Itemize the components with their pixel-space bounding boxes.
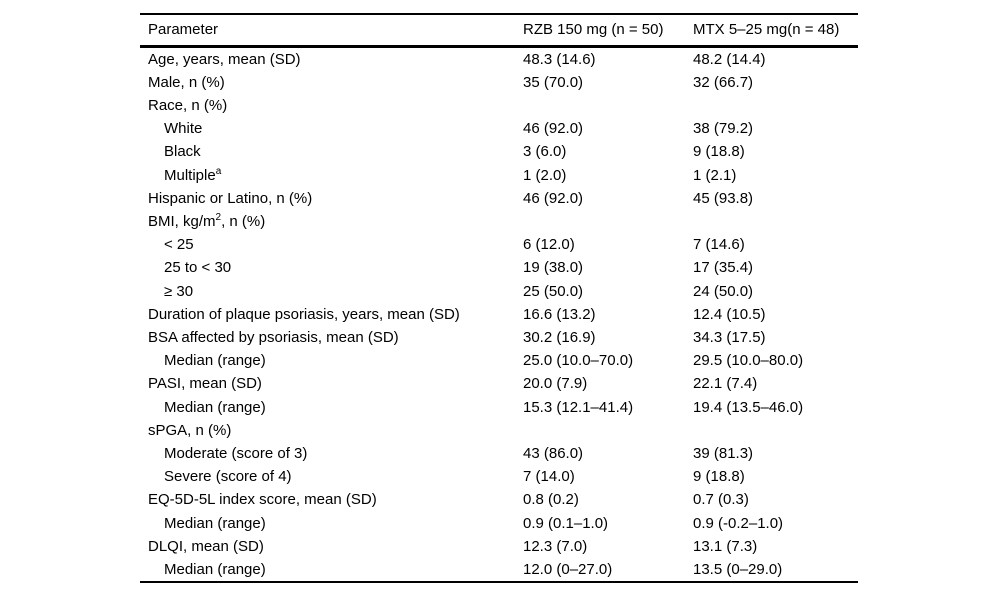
table-row	[140, 465, 858, 488]
mtx-value-cell: 9 (18.8)	[693, 468, 745, 486]
rzb-value-cell: 25.0 (10.0–70.0)	[523, 352, 634, 370]
parameter-cell: Duration of plaque psoriasis, years, mean (SD)	[148, 305, 460, 323]
mtx-value-cell: 13.5 (0–29.0)	[693, 560, 783, 578]
rzb-value-cell: 0.8 (0.2)	[523, 491, 579, 509]
parameter-cell: Median (range)	[164, 398, 266, 416]
mtx-value-cell: 32 (66.7)	[693, 73, 754, 91]
rzb-value-cell: 3 (6.0)	[523, 143, 567, 161]
table-row	[140, 46, 858, 71]
mtx-value-cell: 19.4 (13.5–46.0)	[693, 398, 804, 416]
mtx-value-cell: 38 (79.2)	[693, 120, 754, 138]
parameter-cell: BSA affected by psoriasis, mean (SD)	[148, 328, 399, 346]
table-row	[140, 442, 858, 465]
mtx-value-cell: 24 (50.0)	[693, 282, 754, 300]
mtx-value-cell: 39 (81.3)	[693, 444, 754, 462]
parameter-cell: EQ-5D-5L index score, mean (SD)	[148, 491, 377, 509]
parameter-cell: 25 to < 30	[164, 259, 232, 277]
parameter-cell: Median (range)	[164, 560, 266, 578]
parameter-cell: White	[164, 120, 203, 138]
mtx-value-cell: 48.2 (14.4)	[693, 50, 766, 68]
rzb-value-cell: 12.3 (7.0)	[523, 537, 588, 555]
table-row	[140, 117, 858, 140]
rzb-value-cell	[523, 419, 693, 442]
rzb-value-cell: 7 (14.0)	[523, 468, 575, 486]
rzb-value-cell: 12.0 (0–27.0)	[523, 560, 613, 578]
rzb-value-cell: 0.9 (0.1–1.0)	[523, 514, 609, 532]
rzb-value-cell: 46 (92.0)	[523, 189, 584, 207]
parameter-cell: Multiple$^a$	[164, 165, 222, 184]
parameter-cell: Black	[164, 143, 201, 161]
rzb-value-cell: 30.2 (16.9)	[523, 328, 596, 346]
rzb-value-cell: 48.3 (14.6)	[523, 50, 596, 68]
parameter-cell: Median (range)	[164, 352, 266, 370]
parameter-cell: Median (range)	[164, 514, 266, 532]
baseline-characteristics-table	[140, 13, 858, 583]
parameter-cell: Age, years, mean (SD)	[148, 50, 301, 68]
superscript: 2	[215, 211, 222, 223]
superscript: a	[215, 165, 222, 177]
table-row	[140, 140, 858, 163]
table-row	[140, 280, 858, 303]
table-row	[140, 233, 858, 256]
table-row	[140, 256, 858, 279]
table-header	[140, 14, 858, 46]
table-row	[140, 396, 858, 419]
parameter-cell: sPGA, n (%)	[148, 421, 232, 439]
mtx-value-cell: 12.4 (10.5)	[693, 305, 766, 323]
table-row	[140, 349, 858, 372]
column-header-parameter: Parameter	[140, 14, 523, 46]
table-row	[140, 512, 858, 535]
mtx-value-cell: 0.9 (-0.2–1.0)	[693, 514, 784, 532]
table-row	[140, 326, 858, 349]
mtx-value-cell: 45 (93.8)	[693, 189, 754, 207]
parameter-cell: DLQI, mean (SD)	[148, 537, 264, 555]
table-row	[140, 187, 858, 210]
table-row	[140, 372, 858, 395]
mtx-value-cell: 29.5 (10.0–80.0)	[693, 352, 804, 370]
mtx-value-cell	[693, 210, 858, 233]
parameter-cell: ≥ 30	[164, 282, 194, 300]
parameter-cell: PASI, mean (SD)	[148, 375, 262, 393]
mtx-value-cell	[693, 94, 858, 117]
rzb-value-cell: 1 (2.0)	[523, 166, 567, 184]
mtx-value-cell	[693, 419, 858, 442]
table-row	[140, 535, 858, 558]
mtx-value-cell: 0.7 (0.3)	[693, 491, 749, 509]
column-header-rzb: RZB 150 mg (n = 50)	[523, 14, 693, 46]
parameter-cell: BMI, $kg/m^2$, n (%)	[148, 211, 266, 230]
parameter-cell: Male, n (%)	[148, 73, 225, 91]
rzb-value-cell: 16.6 (13.2)	[523, 305, 596, 323]
table-row	[140, 488, 858, 511]
parameter-cell: Hispanic or Latino, n (%)	[148, 189, 313, 207]
parameter-cell: < 25	[164, 236, 194, 254]
rzb-value-cell: 46 (92.0)	[523, 120, 584, 138]
mtx-value-cell: 34.3 (17.5)	[693, 328, 766, 346]
table-row	[140, 558, 858, 582]
table-body	[140, 46, 858, 582]
header-row	[140, 14, 858, 46]
mtx-value-cell: 13.1 (7.3)	[693, 537, 758, 555]
column-header-mtx: MTX 5–25 mg(n = 48)	[693, 14, 858, 46]
table-row	[140, 71, 858, 94]
mtx-value-cell: 17 (35.4)	[693, 259, 754, 277]
rzb-value-cell: 6 (12.0)	[523, 236, 575, 254]
table-row	[140, 419, 858, 442]
parameter-cell: Severe (score of 4)	[164, 468, 292, 486]
rzb-value-cell: 35 (70.0)	[523, 73, 584, 91]
mtx-value-cell: 1 (2.1)	[693, 166, 737, 184]
rzb-value-cell	[523, 210, 693, 233]
rzb-value-cell	[523, 94, 693, 117]
rzb-value-cell: 15.3 (12.1–41.4)	[523, 398, 634, 416]
mtx-value-cell: 22.1 (7.4)	[693, 375, 758, 393]
rzb-value-cell: 25 (50.0)	[523, 282, 584, 300]
rzb-value-cell: 20.0 (7.9)	[523, 375, 588, 393]
mtx-value-cell: 9 (18.8)	[693, 143, 745, 161]
parameter-cell: Race, n (%)	[148, 96, 228, 114]
table-row	[140, 210, 858, 233]
table-row	[140, 303, 858, 326]
mtx-value-cell: 7 (14.6)	[693, 236, 745, 254]
table-row	[140, 164, 858, 187]
table-row	[140, 94, 858, 117]
rzb-value-cell: 43 (86.0)	[523, 444, 584, 462]
parameter-cell: Moderate (score of 3)	[164, 444, 308, 462]
rzb-value-cell: 19 (38.0)	[523, 259, 584, 277]
